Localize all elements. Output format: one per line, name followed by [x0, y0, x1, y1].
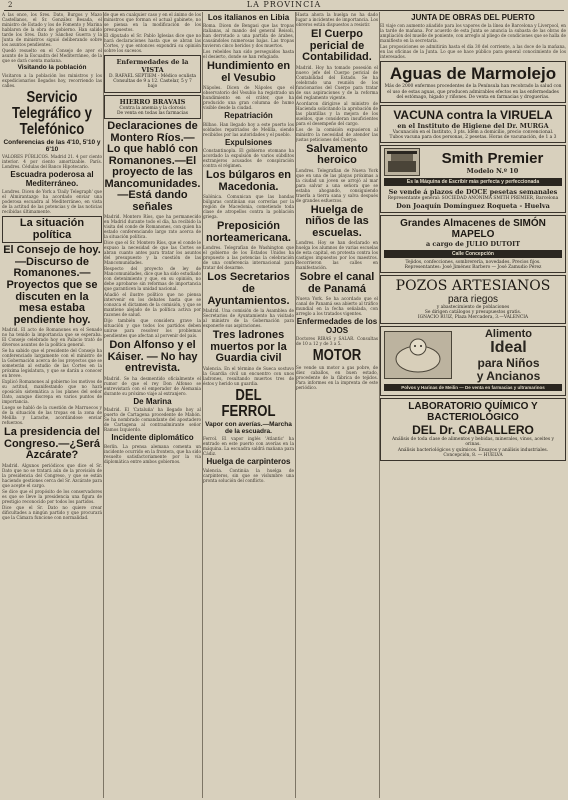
headline: Incidente diplomático	[111, 433, 194, 443]
paper-title: LA PROVINCIA	[246, 0, 322, 9]
page-header	[0, 0, 568, 10]
typewriter-icon	[384, 148, 420, 176]
section-title: La situación política	[2, 216, 102, 243]
article-text: Los de la comisión expusieron al ministro la necesidad de atender las justas peticiones del Cuerpo.	[296, 126, 378, 142]
article-text: Se vende un motor a gas pobre, de diez caballos, en buen estado, procedente de la fábrica de tejidos. Para informes en la imprenta de este periódico.	[296, 365, 378, 391]
headline: El Consejo de hoy.—Discurso de Romanones.—Proyectos que se discuten en la mesa estaba pendiente hoy.	[3, 244, 101, 326]
column-2	[104, 12, 201, 798]
ad-line: y Ancianos	[476, 368, 541, 383]
headline: Conferencias de las 4'10, 5'10 y 6'10	[3, 138, 101, 153]
article-text: Madrid. El 'Cataluña' ha llegado hoy al puerto de Cartagena procedente de Mahón. Se ha nombrado comandante del apostadero de Cartagena al contraalmirante señor Ramos Izquierdo.	[104, 407, 201, 433]
ad-line: Vacunación en el Instituto, 3 pts. Idem a domicilio, precio convencional.	[392, 130, 554, 135]
article-text: Respecto del proyecto de ley de Mancomunidades, dice que ha sido estudiado con detenimiento y que, en su opinión, no debe aprobarse sin reformas de importancia que garanticen la unidad nacional.	[104, 266, 201, 292]
headline: Huelga de carpinteros	[206, 457, 291, 467]
ad-subtitle: para riegos	[447, 294, 499, 306]
article-text: Dice que el Sr. Dato no quiere crear dificultades a ningún partido y que procurará que la Cámara funcione con normalidad.	[2, 504, 102, 520]
article-text: Salónica. Comunican que las bandas búlgaras continúan sus correrías por la región de Macedonia, cometiendo toda clase de atropellos contra la población griega.	[203, 194, 294, 220]
article-text: VALORES PÚBLICOS. Madrid 21. 4 por ciento interior. 4 por ciento amortizable. París. Londres. Cédulas del Banco Hipotecario.	[2, 154, 102, 170]
ad-line: D. RAFAEL SEPTIEM - Médico oculista	[109, 74, 196, 79]
article-text: Los rebeldes han sido perseguidos hasta el desierto, donde se han refugiado.	[203, 49, 294, 60]
article-text: Añadió el ilustre político que no piensa intervenir en los debates hasta que se conozca el dictamen de la comisión, y que se mantiene alejado de la política activa por razones de salud.	[104, 292, 201, 318]
ad-title: Smith Premier	[441, 149, 544, 167]
article-text: Se dice que el propósito de los conservadores es que se lleve la presidencia una figura de prestigio reconocido por todos los partidos.	[2, 488, 102, 504]
ad-line: Tubos vacuna para dos personas, 2 pesetas. Horas de vacunación, de 1 a 3	[389, 135, 557, 141]
headline: La presidencia del Congreso.—¿Será Azcárate?	[4, 426, 100, 462]
article-text: de que en cualquier caso y en el ánimo de los ministros que forman el actual gabinete, no se piensa en la modificación de los presupuestos.	[104, 12, 201, 32]
article-text: Berlín. La prensa alemana comenta un incidente ocurrido en la frontera, que ha sido resuelto satisfactoriamente por la vía diplomática entre ambos gobiernos.	[104, 443, 201, 464]
headline: Preposición norteamericana.	[206, 220, 291, 244]
ad-agent: Don Joaquín Domínguez Roqueta - Huelva	[396, 201, 550, 210]
article-text: Roma. Dicen de Bengasi que las tropas italianas, al mando del general Reisoli, han derrotado a una partida de árabes, causándoles numerosas bajas. Las tropas tuvieron cinco heridos y dos muertos.	[203, 23, 294, 49]
ad-model: Modelo N.º 10	[466, 166, 519, 175]
article-text: Madrid. Montero Ríos, que ha permanecido en Madrid durante todo el día, ha recibido la visita del conde de Romanones, con quien ha estado conferenciando largo rato acerca de la situación política.	[104, 214, 201, 240]
ad-body	[384, 148, 562, 176]
ad-line: Consultas de 9 a 12. Castelar, 5 y 7 bajo	[113, 79, 192, 90]
headline: Sobre el canal de Panamá	[299, 271, 375, 295]
baby-illustration	[384, 331, 452, 379]
section-banner: DEL FERROL	[221, 386, 276, 420]
headline: Repatriación	[224, 111, 273, 121]
ad-subtitle: a cargo de JULIO DUTOIT	[425, 239, 521, 248]
headline: De Marina	[133, 397, 172, 407]
article-text: Las proposiciones se admitirán hasta el día 30 del corriente, a las doce de la mañana, en las oficinas de la Junta. Lo que se hace público para general conocimiento de los interesados.	[380, 44, 566, 60]
ad-subtitle: en el Instituto de Higiene del Dr. MURGA	[397, 122, 549, 130]
article-text: Madrid. El acto de Romanones en el Senado no ha tenido la importancia que se esperaba. El Consejo celebrado hoy en Palacio trató de diversos asuntos de la política general.	[2, 327, 102, 348]
headline: Los Secretarios de Ayuntamientos.	[207, 271, 290, 307]
article-text: Hasta ahora la huelga no ha dado lugar a incidentes de importancia. Los obreros están dispuestos a resistir.	[296, 12, 378, 27]
ad-line: Análisis bacteriológicos y químicos. Ensayos y análisis industriales.	[397, 447, 549, 453]
ad-price: Se vende á plazos de DOCE pesetas semanales	[388, 188, 558, 197]
ad-line: Tejidos, confecciones, sombrerería, novedades. Precios fijos.	[405, 259, 541, 265]
ad-street: Calle Concepción	[384, 250, 562, 258]
article-text: Madrid. Algunos periódicos que dice el Sr. Dato que no se tratará aún de la provisión de la presidencia del Congreso, y que se están haciendo gestiones cerca del Sr. Azcárate para que acepte el cargo.	[2, 462, 102, 488]
headline: Huelga de niños de las escuelas.	[305, 203, 369, 239]
ad-doctor: DEL Dr. CABALLERO	[412, 423, 534, 438]
article-text: Dice que el Sr. Montero Ríos, que el conde le expuso la necesidad de que las Cortes se abran cuanto antes para tratar los asuntos del presupuesto y la cuestión de las Mancomunidades.	[104, 240, 201, 266]
ad-line: Concepción, 8. — HUELVA	[443, 452, 503, 458]
article-text: Constantinopla. El gobierno otomano ha acordado la expulsión de varios súbditos extranjeros acusados de conspiración contra el régimen.	[203, 148, 294, 169]
article-text: El diputado el Sr. Pablo Iglesias dice que no hará declaraciones hasta que se abran las Cortes, y que entonces expondrá su opinión sobre los sucesos.	[104, 33, 201, 53]
advertisement	[104, 55, 201, 93]
advertisement-alimento	[380, 326, 566, 397]
headline: El Cuerpo pericial de Contabilidad.	[302, 28, 372, 64]
ad-line: De venta en todas las farmacias	[116, 110, 189, 116]
ad-line: para Niños	[477, 355, 540, 370]
article-text: Valencia. Continúa la huelga de carpinteros, sin que se vislumbre una pronta solución del conflicto.	[203, 467, 294, 483]
ad-line: y abastecimiento de poblaciones	[436, 305, 510, 311]
ad-title: Grandes Almacenes de SIMÓN MAPELO	[400, 217, 546, 240]
headline: Salvamento heroico	[306, 142, 368, 167]
article-text: Se ha sabido que el presidente del Consejo ha conferenciado largamente con el ministro de la Gobernación acerca de los proyectos que se someterán al estudio de las Cortes en la próxima legislatura, y que se darán a conocer en breve.	[2, 348, 102, 379]
article-text: Londres. Hoy se han declarado en huelga los alumnos de varias escuelas de esta capital, en protesta contra los castigos impuestos por los maestros. Recorrieron las calles en manifestación.	[296, 240, 378, 271]
ad-title: Enfermedades de la VISTA	[116, 58, 189, 74]
ad-title: VACUNA contra la VIRUELA	[393, 108, 553, 122]
column-3	[203, 12, 294, 798]
article-text: Londres. Telegrafían de Washington que el gobierno de los Estados Unidos ha propuesto a las potencias la celebración de una conferencia internacional para tratar del desarme.	[203, 245, 294, 271]
ad-caption: Polvos y Harinas de Meilin — De venta en farmacias y ultramarinos	[384, 384, 562, 391]
ad-line: Ideal	[490, 339, 527, 357]
article-text: Londres. Telegrafían de Nueva York que en una de las playas próximas a la ciudad un joven se arrojó al mar para salvar a una señora que se estaba ahogando, consiguiendo traerla a tierra sana y salva después de grandes esfuerzos.	[296, 167, 378, 203]
page-number: 2	[8, 1, 13, 9]
article-text: Madrid. Se ha desmentido oficialmente el rumor de que el rey Don Alfonso se entrevistará con el emperador de Alemania durante su próximo viaje al extranjero.	[104, 376, 201, 397]
section-banner: Servicio Telegráfico y Telefónico	[12, 88, 92, 138]
headline: Declaraciones de Montero Ríos.—Lo que habló con Romanones.—El proyecto de las Mancomunidades.—Está dando señales	[104, 120, 201, 213]
ad-text-block	[455, 329, 562, 383]
ad-line: Se dirigen catálogos y presupuestos gratis.	[424, 310, 522, 316]
article-text: Explicó Romanones al gobierno los motivos de su actitud, manifestando que no hará oposición sistemática a los planes del señor Dato, aunque discrepa en varios puntos de importancia.	[2, 379, 102, 405]
article-text: Ferrol. El vapor inglés 'Atlantic' ha entrado en este puerto con averías en la máquina. La escuadra saldrá mañana para Cádiz.	[203, 436, 294, 457]
ad-text-block	[423, 150, 562, 175]
article-text: Luego se habló de la cuestión de Marruecos y de la situación de las tropas en la zona de Melilla y Larache, acordándose enviar refuerzos.	[2, 405, 102, 426]
article-text: El viaje con aumento añadido para los vapores de la línea de Barcelona y Liverpool, en la tarde de mañana. Por acuerdo de esta Junta se anuncia la subasta de las obras de ampliación del muelle de poniente, con arreglo al pliego de condiciones que se halla de manifiesto en la secretaría.	[380, 23, 566, 44]
ad-line: Representantes: José Jiménez Barbero — José Zamudio Pérez	[404, 264, 542, 270]
headline: Los italianos en Libia	[207, 13, 290, 22]
article-text: Londres. Dicen de York a 'Daily Telegraph' que el Almirantazgo ha acordado enviar una poderosa escuadra al Mediterráneo, en vista de la actitud de las potencias y de las noticias recibidas últimamente.	[2, 189, 102, 215]
ad-line: Alimento	[484, 327, 533, 340]
header-rule	[4, 10, 564, 11]
advertisement	[104, 95, 201, 119]
ad-line: IGNACIO RUIZ, Plaza Mercadera, 3.—VALENCIA	[417, 315, 529, 321]
column-5	[380, 12, 566, 798]
article-text: Nueva York. Se ha acordado que el canal de Panamá sea abierto al tráfico mundial en la fecha señalada, con arreglo a los tratados vigentes.	[296, 296, 378, 317]
ad-title: HIERRO BRAVAIS	[119, 97, 186, 106]
ad-title: LABORATORIO QUÍMICO Y BACTERIOLÓGICO	[408, 401, 538, 424]
ad-line: Contra la anemia y la clorosis	[119, 105, 186, 111]
advertisement-typewriter	[380, 145, 566, 212]
advertisement-pozos	[380, 275, 566, 324]
article-text: Visitaron a la población los ministros y los expedicionarios llegados hoy, recorriendo las calles.	[2, 72, 102, 88]
headline: Enfermedades de los OJOS	[296, 317, 378, 335]
headline: JUNTA DE OBRAS DEL PUERTO	[411, 13, 535, 22]
article-text: A las once, los Sres. Dato, Burgos y Mazo Castellanos, el Sr. González Besada, el ministro de Estado y los de Fomento y Marina hablaron de la obra de gobierno. Han salido tarde los Sres. Dato y Sánchez Guerra y la Junta de ministros siguió deliberando sobre los asuntos pendientes.	[2, 12, 102, 47]
column-1	[2, 12, 102, 798]
section-banner: MOTOR	[312, 347, 362, 365]
advertisement-laboratorio	[380, 398, 566, 461]
headline: Los búlgaros en Macedonia.	[206, 169, 291, 193]
headline: Don Alfonso y el Káiser. — No hay entrevista.	[107, 339, 198, 375]
article-text: Valencia. En el término de Sueca sostuvo la Guardia civil un encuentro con unos ladrones, resultando muertos tres de éstos y herido un guardia.	[203, 365, 294, 386]
advertisement-marmolejo	[380, 61, 566, 103]
column-4	[296, 12, 378, 798]
article-text: Bilbao. Han llegado hoy a este puerto los soldados repatriados de Melilla, siendo recibidos por las autoridades y el pueblo.	[203, 121, 294, 137]
article-text: Madrid. Hoy ha tomado posesión el nuevo jefe del Cuerpo pericial de Contabilidad del Estado. Se ha celebrado una reunión de los funcionarios del Cuerpo para tratar de sus aspiraciones y de la reforma del reglamento vigente.	[296, 64, 378, 100]
ad-text: Más de 2000 enfermos procedentes de la Península han recobrado la salud con el uso de estas aguas, que producen admirables efectos en las enfermedades del estómago, hígado y riñones. De venta en farmacias y droguerías.	[384, 84, 562, 100]
headline: Escuadra poderosa al Mediterráneo.	[10, 170, 94, 188]
headline: Hundimiento en el Vesubio	[206, 60, 291, 84]
ad-title: POZOS ARTESIANOS	[395, 278, 551, 295]
article-text: Dijo también que considera grave la situación y que todos los partidos deben unirse para resolver los problemas pendientes que afectan al porvenir del país.	[104, 318, 201, 339]
headline: Expulsiones	[224, 137, 273, 147]
ad-line: Análisis de toda clase de alimentos y bebidas, minerales, vinos, aceites y orinas.	[391, 437, 555, 448]
headline: Vapor con averías.—Marcha de la escuadra.	[205, 420, 292, 435]
advertisement-almacenes	[380, 215, 566, 273]
article-text: Madrid. Una comisión de la Asamblea de Secretarios de Ayuntamiento ha visitado al ministro de la Gobernación para exponerle sus aspiraciones.	[203, 308, 294, 329]
ad-body	[384, 329, 562, 383]
article-text: Quedó resuelto en el Consejo de ayer el asunto de la Escuadra del Mediterráneo, de la que se dará cuenta mañana.	[2, 48, 102, 63]
headline: Visitando la población	[17, 64, 87, 71]
advertisement-vacuna	[380, 105, 566, 143]
article-text: Nápoles. Dicen de Nápoles que el observatorio del Vesubio ha registrado un hundimiento en el cráter, que ha producido una gran columna de humo visible desde la ciudad.	[203, 85, 294, 111]
headline: Tres ladrones muertos por la Guardia civil	[210, 329, 287, 365]
article-text: Acordaron dirigirse al ministro de Hacienda solicitando la aprobación de las plantillas y la mejora de los sueldos, que consideran insuficientes para el desempeño del cargo.	[296, 100, 378, 126]
ad-representative: Representante general: SOCIEDAD ANÓNIMA SMITH PREMIER, Barcelona	[387, 196, 559, 202]
ad-tagline: Es la Máquina de Escribir más perfecta y perfeccionada	[384, 178, 562, 186]
article-text: Doctores RIBAS y SALAR. Consultas de 10 a 12 y de 3 a 5.	[296, 336, 378, 347]
ad-title: Aguas de Marmolejo	[389, 64, 557, 84]
